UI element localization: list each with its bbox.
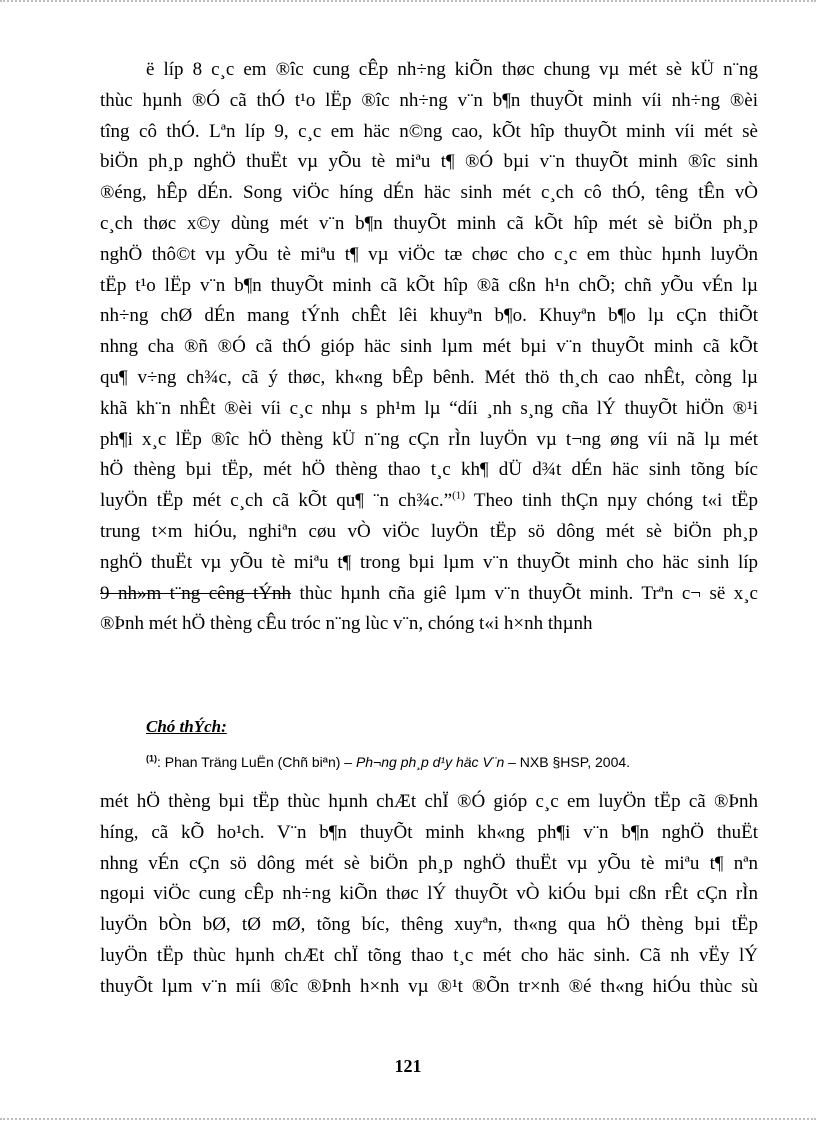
text-line: luyÖn bÒn bØ, tØ mØ, tõng bíc, thêng xuyªn, th«ng qua hÖ thèng bµi tËp (100, 914, 758, 936)
text-span: luyÖn tËp mét c¸ch cã kÕt qu¶ ¨n ch¾c.” (100, 490, 453, 512)
footnote-book-title: Ph¬ng ph¸p d¹y häc V¨n (355, 754, 505, 770)
text-span: thùc hµnh cña giê lµm v¨n thuyÕt minh. Trªn c¬ së x¸c (291, 582, 758, 604)
text-line: ®Þnh mét hÖ thèng cÊu tróc n¨ng lùc v¨n, chóng t«i h×nh thµnh (100, 613, 593, 635)
footnote-heading: Chó thÝch: (146, 717, 227, 736)
text-line: nghÖ thô©t vµ yÕu tè miªu t¶ vµ viÖc tæ chøc cho c¸c em thùc hµnh luyÖn (100, 243, 758, 265)
text-line: nhng cha ®ñ ®Ó cã thÓ gióp häc sinh lµm mét bµi v¨n thuyÕt minh cã kÕt (100, 336, 758, 358)
text-line: luyÖn tËp thùc hµnh chÆt chÏ tõng thao t¸c mét cho häc sinh. Cã nh vËy lÝ (100, 944, 758, 966)
footnote-marker: (1) (146, 753, 157, 764)
text-line-with-strikethrough (100, 579, 758, 610)
text-line: khã kh¨n nhÊt ®èi víi c¸c nhµ s ph¹m lµ “díi ¸nh s¸ng cña lÝ thuyÕt hiÖn ®¹i (100, 397, 758, 419)
struck-text: 9 nh»m t¨ng cêng tÝnh (100, 582, 292, 604)
text-line: tËp t¹o lËp v¨n b¶n thuyÕt minh cã kÕt hîp ®ã cßn h¹n chÕ; chñ yÕu vÉn lµ (100, 274, 758, 296)
paragraph-main (100, 55, 758, 640)
bottom-dotted-border (0, 1118, 816, 1120)
text-line: híng, cã kÕ ho¹ch. V¨n b¶n thuyÕt minh kh«ng ph¶i v¨n b¶n nghÖ thuËt (100, 821, 758, 843)
text-line: nghÖ thuËt vµ yÕu tè miªu t¶ trong bµi lµm v¨n thuyÕt minh cho häc sinh líp (100, 551, 758, 573)
text-line: nh÷ng chØ dÉn mang tÝnh chÊt lêi khuyªn b¶o. Khuyªn b¶o lµ cÇn thiÕt (100, 305, 758, 327)
paragraph-continued (100, 787, 758, 1003)
text-span: Theo tinh thÇn nµy chóng t«i tËp (464, 490, 758, 512)
text-line: thuyÕt lµm v¨n míi ®îc ®Þnh h×nh vµ ®¹t ®Õn tr×nh ®é th«ng hiÓu thùc sù (100, 975, 758, 997)
text-line: nhng vÉn cÇn sö dông mét sè biÖn ph¸p nghÖ thuËt vµ yÕu tè miªu t¶ nªn (100, 852, 758, 874)
text-line: ngoµi viÖc cung cÊp nh÷ng kiÕn thøc lÝ thuyÕt vÒ kiÓu bµi cßn rÊt cÇn rÌn (100, 883, 758, 905)
text-line: mét hÖ thèng bµi tËp thùc hµnh chÆt chÏ ®Ó gióp c¸c em luyÖn tËp cã ®Þnh (100, 791, 758, 812)
text-line: ë líp 8 c¸c em ®îc cung cÊp nh÷ng kiÕn thøc chung vµ mét sè kÜ n¨ng (146, 59, 758, 80)
footnote-reference: (1) (452, 489, 465, 502)
text-line: ph¶i x¸c lËp ®îc hÖ thèng kÜ n¨ng cÇn rÌn luyÖn vµ t¬ng øng víi nã lµ mét (100, 428, 758, 450)
text-line: thùc hµnh ®Ó cã thÓ t¹o lËp ®îc nh÷ng v¨n b¶n thuyÕt minh víi nh÷ng ®èi (100, 89, 758, 111)
footnote-text: : Phan Träng LuËn (Chñ biªn) – (157, 754, 356, 770)
text-line: qu¶ v÷ng ch¾c, cã ý thøc, kh«ng bÊp bênh. Mét thö th¸ch cao nhÊt, còng lµ (100, 366, 758, 388)
page-number: 121 (394, 1056, 422, 1076)
text-line: biÖn ph¸p nghÖ thuËt vµ yÕu tè miªu t¶ ®Ó bµi v¨n thuyÕt minh ®îc sinh (100, 151, 758, 173)
footnote-entry (146, 752, 630, 772)
text-line: trung t×m hiÓu, nghiªn cøu vÒ viÖc luyÖn tËp sö dông mét sè biÖn ph¸p (100, 520, 758, 542)
footnote-publisher: – NXB §HSP, 2004. (504, 754, 631, 770)
text-line: ®éng, hÊp dÉn. Song viÖc híng dÉn häc sinh mét c¸ch cô thÓ, têng tÊn vÒ (100, 182, 758, 204)
top-dotted-border (0, 0, 816, 2)
text-line: c¸ch thøc x©y dùng mét v¨n b¶n thuyÕt minh cã kÕt hîp mét sè biÖn ph¸p (100, 212, 758, 234)
text-line-with-footnote-ref (100, 486, 758, 517)
text-line: hÖ thèng bµi tËp, mét hÖ thèng thao t¸c kh¶ dÜ d¾t dÉn häc sinh tõng bíc (100, 459, 758, 481)
text-line: tîng cô thÓ. Lªn líp 9, c¸c em häc n©ng cao, kÕt hîp thuyÕt minh víi mét sè (100, 120, 758, 142)
